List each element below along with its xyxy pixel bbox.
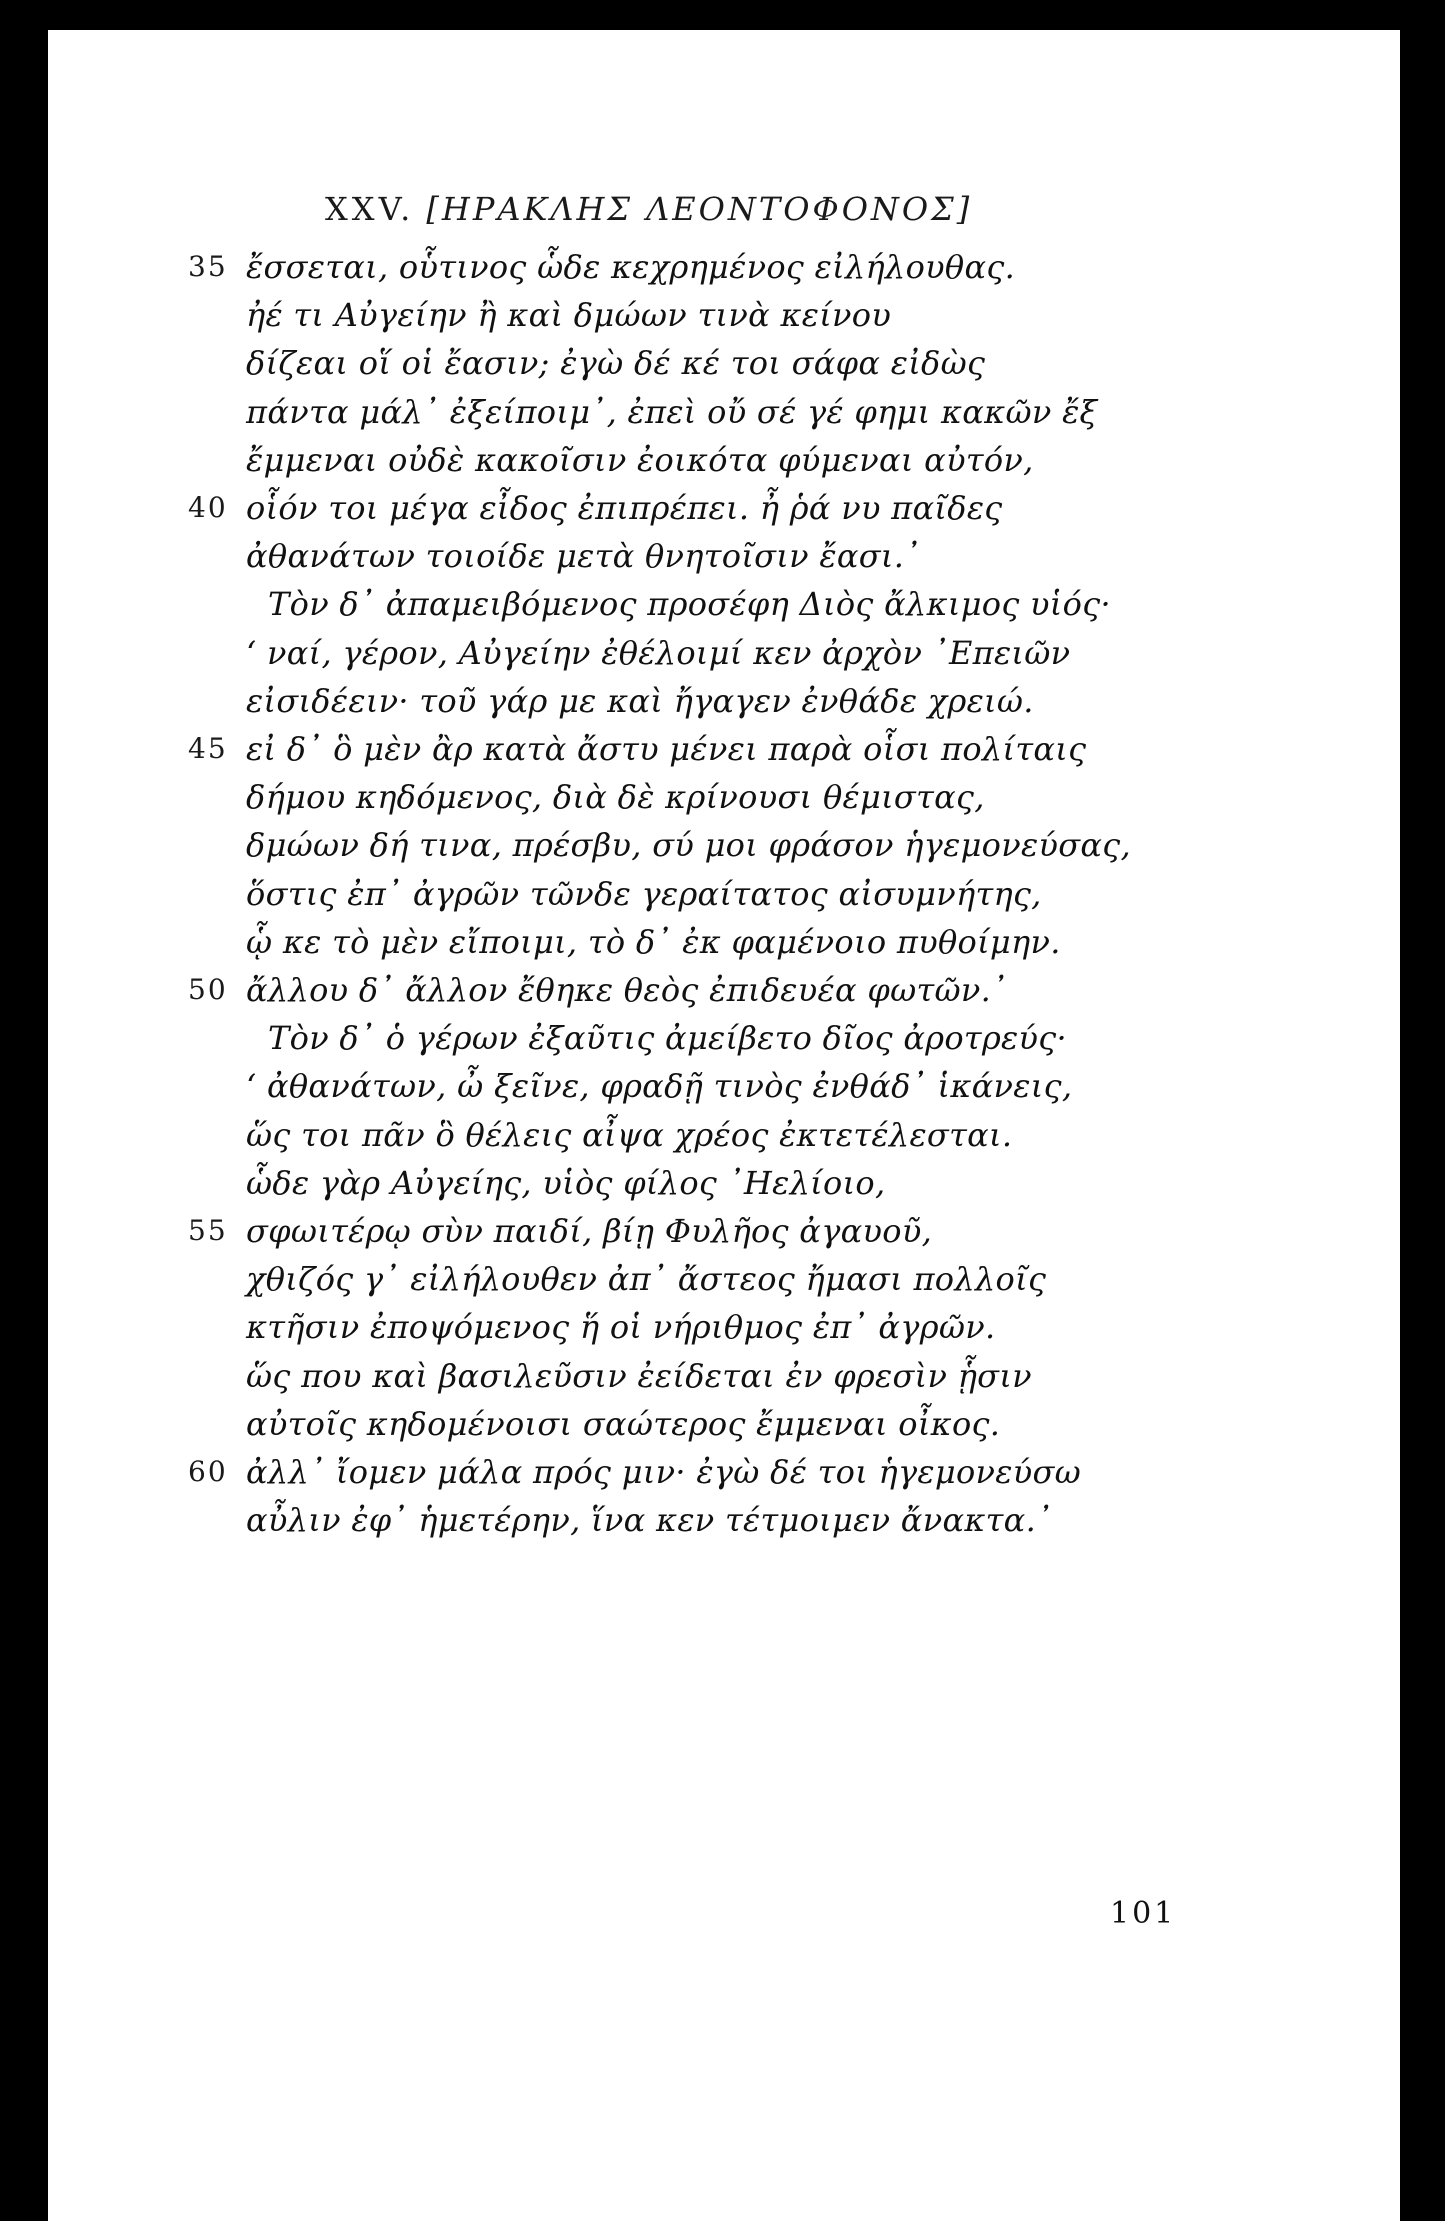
verse-line <box>0 1496 1445 1544</box>
verse-line <box>0 1352 1445 1400</box>
verse-text: ἔμμεναι οὐδὲ κακοῖσιν ἐοικότα φύμεναι αὐτόν, <box>246 440 1034 479</box>
verse-text: δίζεαι οἵ οἱ ἔασιν; ἐγὼ δέ κέ τοι σάφα εἰδὼς <box>246 344 986 383</box>
verse-text: πάντα μάλ᾽ ἐξείποιμ᾽, ἐπεὶ οὔ σέ γέ φημι κακῶν ἔξ <box>246 392 1098 431</box>
line-number: 40 <box>188 491 228 524</box>
verse-line <box>0 484 1445 532</box>
verse-text: ὅστις ἐπ᾽ ἀγρῶν τῶνδε γεραίτατος αἰσυμνήτης, <box>246 874 1042 913</box>
line-number: 45 <box>188 732 228 765</box>
line-number: 50 <box>188 973 228 1006</box>
verse-text: ἔσσεται, οὗτινος ὧδε κεχρημένος εἰλήλουθας. <box>246 248 1016 286</box>
verse-text: χθιζός γ᾽ εἰλήλουθεν ἀπ᾽ ἄστεος ἤμασι πολλοῖς <box>246 1260 1047 1299</box>
verse-line <box>0 339 1445 387</box>
verse-text: ὧδε γὰρ Αὐγείης, υἱὸς φίλος ᾽Ηελίοιο, <box>246 1163 886 1202</box>
line-number: 55 <box>188 1214 228 1247</box>
verse-line <box>0 870 1445 918</box>
verse-text: ἠέ τι Αὐγείην ἢ καὶ δμώων τινὰ κείνου <box>246 296 892 335</box>
verse-text: ‘ ἀθανάτων, ὦ ξεῖνε, φραδῇ τινὸς ἐνθάδ᾽ ἱκάνεις, <box>246 1067 1073 1106</box>
verse-line <box>0 1255 1445 1303</box>
verse-line <box>0 1207 1445 1255</box>
verse-line <box>0 677 1445 725</box>
verse-line <box>0 580 1445 628</box>
verse-line <box>0 388 1445 436</box>
verse-text: ὥς που καὶ βασιλεῦσιν ἐείδεται ἐν φρεσὶν ᾗσιν <box>246 1356 1032 1395</box>
page-number: 101 <box>1110 1896 1177 1931</box>
verse-text: Τὸν δ᾽ ἀπαμειβόμενος προσέφη Διὸς ἄλκιμος υἱός· <box>268 585 1111 624</box>
verse-line <box>0 725 1445 773</box>
verse-line <box>0 773 1445 821</box>
verse-line <box>0 1400 1445 1448</box>
verse-text: ᾧ κε τὸ μὲν εἴποιμι, τὸ δ᾽ ἐκ φαμένοιο πυθοίμην. <box>246 922 1061 961</box>
verse-line <box>0 1448 1445 1496</box>
verse-text: εἰ δ᾽ ὃ μὲν ἂρ κατὰ ἄστυ μένει παρὰ οἷσι πολίταις <box>246 730 1087 768</box>
verse-line <box>0 436 1445 484</box>
verse-text: δμώων δή τινα, πρέσβυ, σύ μοι φράσον ἡγεμονεύσας, <box>246 826 1131 865</box>
line-number: 60 <box>188 1455 228 1488</box>
verse-line <box>0 966 1445 1014</box>
verse-line <box>0 1111 1445 1159</box>
verse-line <box>0 918 1445 966</box>
verse-text: αὖλιν ἐφ᾽ ἡμετέρην, ἵνα κεν τέτμοιμεν ἄνακτα.᾽ <box>246 1501 1053 1540</box>
verse-line <box>0 1062 1445 1110</box>
verse-line <box>0 821 1445 869</box>
verse-text: οἷόν τοι μέγα εἶδος ἐπιπρέπει. ἦ ῥά νυ παῖδες <box>246 489 1003 527</box>
idyll-number: XXV. <box>325 190 415 228</box>
verse-line <box>0 1303 1445 1351</box>
verse-text: κτῆσιν ἐποψόμενος ἥ οἱ νήριθμος ἐπ᾽ ἀγρῶν. <box>246 1308 996 1347</box>
verse-text: ‘ ναί, γέρον, Αὐγείην ἐθέλοιμί κεν ἀρχὸν ᾽Επειῶν <box>246 633 1071 672</box>
verse-text: Τὸν δ᾽ ὁ γέρων ἐξαῦτις ἀμείβετο δῖος ἀροτρεύς· <box>268 1019 1067 1058</box>
verse-text: εἰσιδέειν· τοῦ γάρ με καὶ ἤγαγεν ἐνθάδε χρειώ. <box>246 681 1034 720</box>
verse-line <box>0 629 1445 677</box>
verse-text: σφωιτέρῳ σὺν παιδί, βίῃ Φυλῆος ἀγαυοῦ, <box>246 1212 933 1250</box>
verse-line <box>0 1014 1445 1062</box>
verse-text: αὐτοῖς κηδομένοισι σαώτερος ἔμμεναι οἶκος. <box>246 1404 1001 1443</box>
verse-text: δήμου κηδόμενος, διὰ δὲ κρίνουσι θέμιστας, <box>246 778 985 817</box>
verse-line <box>0 532 1445 580</box>
verse-text: ἀλλ᾽ ἴομεν μάλα πρός μιν· ἐγὼ δέ τοι ἡγεμονεύσω <box>246 1453 1082 1491</box>
verse-text: ἀθανάτων τοιοίδε μετὰ θνητοῖσιν ἔασι.᾽ <box>246 537 921 576</box>
verse-line <box>0 291 1445 339</box>
idyll-title: [ΗΡΑΚΛΗΣ ΛΕΟΝΤΟΦΟΝΟΣ] <box>426 190 973 228</box>
verse-line <box>0 243 1445 291</box>
verse-text: ὥς τοι πᾶν ὃ θέλεις αἶψα χρέος ἐκτετέλεσται. <box>246 1115 1013 1154</box>
verse-line <box>0 1159 1445 1207</box>
line-number: 35 <box>188 250 228 283</box>
verse-text: ἄλλου δ᾽ ἄλλον ἔθηκε θεὸς ἐπιδευέα φωτῶν.᾽ <box>246 971 1008 1009</box>
